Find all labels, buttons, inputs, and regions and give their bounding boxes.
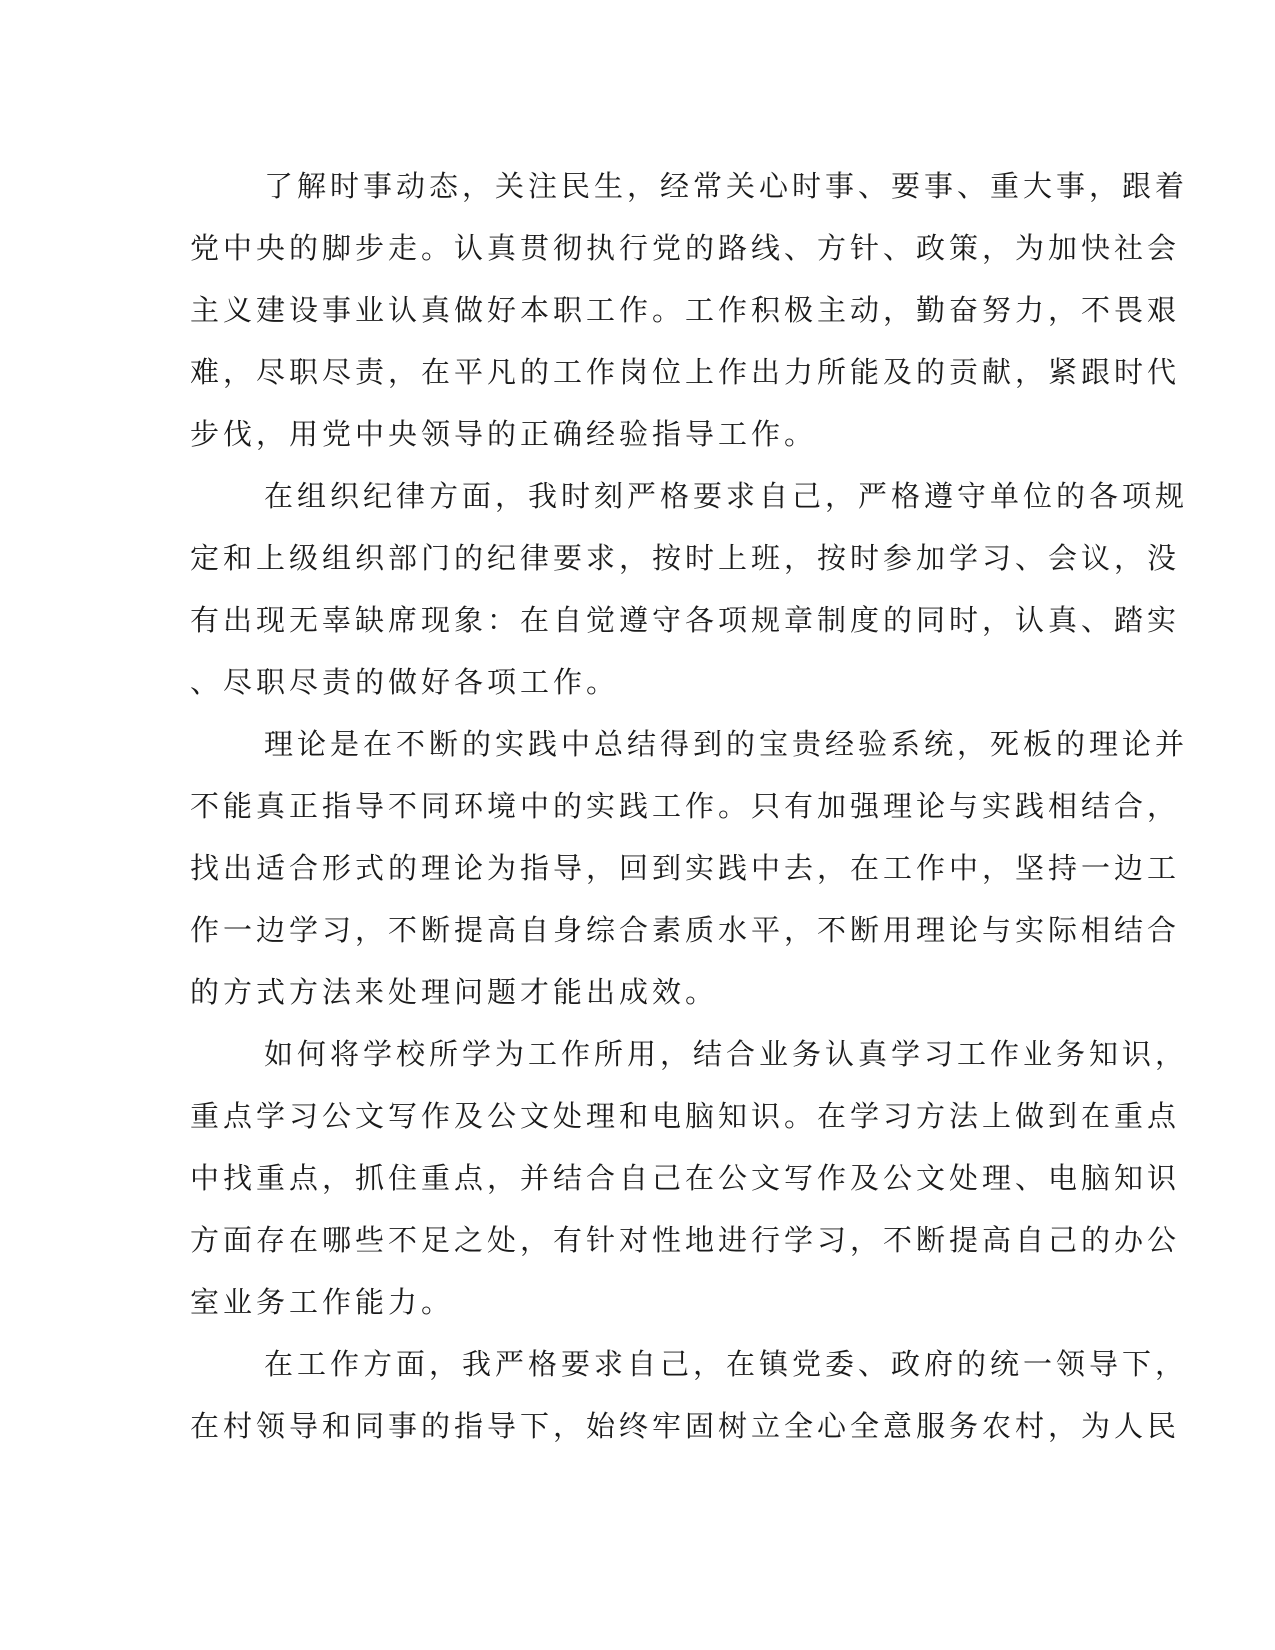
document-body <box>190 155 1189 1457</box>
text-line: 如何将学校所学为工作所用，结合业务认真学习工作业务知识， <box>264 1037 1189 1071</box>
text-line: 找出适合形式的理论为指导，回到实践中去，在工作中，坚持一边工 <box>190 851 1181 885</box>
text-line: 党中央的脚步走。认真贯彻执行党的路线、方针、政策，为加快社会 <box>190 231 1181 265</box>
paragraph-work <box>190 1333 1189 1457</box>
text-line: 在工作方面，我严格要求自己，在镇党委、政府的统一领导下， <box>264 1347 1189 1381</box>
text-line: 不能真正指导不同环境中的实践工作。只有加强理论与实践相结合， <box>190 789 1181 823</box>
text-line: 在村领导和同事的指导下，始终牢固树立全心全意服务农村，为人民 <box>190 1409 1181 1443</box>
text-line: 、尽职尽责的做好各项工作。 <box>190 665 620 699</box>
text-line: 的方式方法来处理问题才能出成效。 <box>190 975 719 1009</box>
paragraph-study <box>190 1023 1189 1333</box>
text-line: 定和上级组织部门的纪律要求，按时上班，按时参加学习、会议，没 <box>190 541 1181 575</box>
text-line: 室业务工作能力。 <box>190 1285 455 1319</box>
text-line: 中找重点，抓住重点，并结合自己在公文写作及公文处理、电脑知识 <box>190 1161 1181 1195</box>
paragraph-current-affairs <box>190 155 1189 465</box>
text-line: 理论是在不断的实践中总结得到的宝贵经验系统，死板的理论并 <box>264 727 1189 761</box>
paragraph-theory-practice <box>190 713 1189 1023</box>
text-line: 步伐，用党中央领导的正确经验指导工作。 <box>190 417 818 451</box>
text-line: 了解时事动态，关注民生，经常关心时事、要事、重大事，跟着 <box>264 169 1189 203</box>
text-line: 作一边学习，不断提高自身综合素质水平，不断用理论与实际相结合 <box>190 913 1181 947</box>
text-line: 主义建设事业认真做好本职工作。工作积极主动，勤奋努力，不畏艰 <box>190 293 1181 327</box>
text-line: 难，尽职尽责，在平凡的工作岗位上作出力所能及的贡献，紧跟时代 <box>190 355 1181 389</box>
text-line: 重点学习公文写作及公文处理和电脑知识。在学习方法上做到在重点 <box>190 1099 1181 1133</box>
paragraph-discipline <box>190 465 1189 713</box>
text-line: 在组织纪律方面，我时刻严格要求自己，严格遵守单位的各项规 <box>264 479 1189 513</box>
text-line: 有出现无辜缺席现象：在自觉遵守各项规章制度的同时，认真、踏实 <box>190 603 1181 637</box>
text-line: 方面存在哪些不足之处，有针对性地进行学习，不断提高自己的办公 <box>190 1223 1181 1257</box>
